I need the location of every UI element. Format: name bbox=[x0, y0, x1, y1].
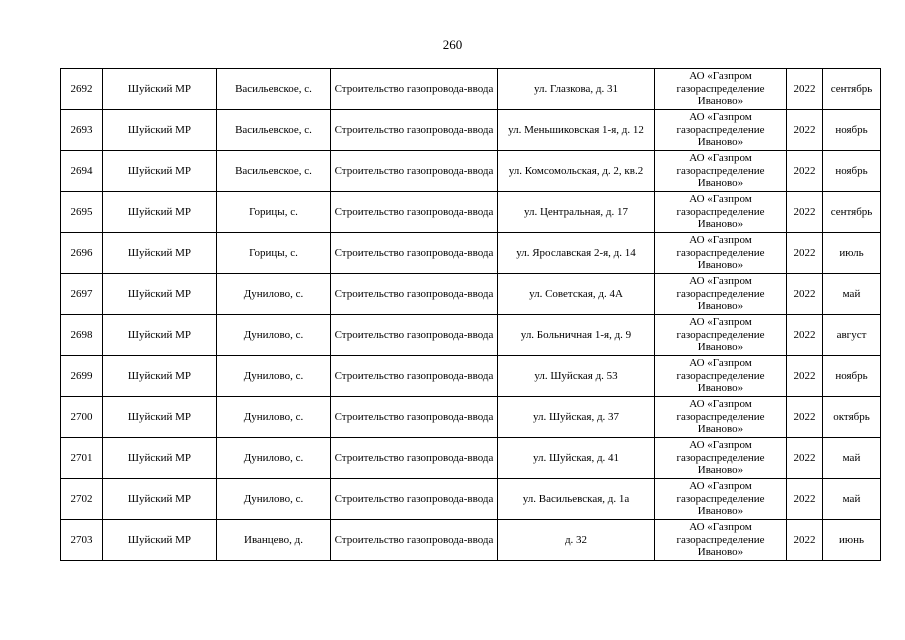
table-row bbox=[61, 110, 881, 151]
table-row bbox=[61, 479, 881, 520]
locality-cell: Дунилово, с. bbox=[217, 356, 331, 397]
work-type-cell: Строительство газопровода-ввода bbox=[331, 110, 498, 151]
address-cell: ул. Шуйская д. 53 bbox=[498, 356, 655, 397]
organization-cell: АО «Газпром газораспределение Иваново» bbox=[655, 520, 787, 561]
district-cell: Шуйский МР bbox=[103, 438, 217, 479]
row-number: 2701 bbox=[61, 438, 103, 479]
row-number: 2692 bbox=[61, 69, 103, 110]
row-number: 2693 bbox=[61, 110, 103, 151]
table-row bbox=[61, 315, 881, 356]
organization-cell: АО «Газпром газораспределение Иваново» bbox=[655, 479, 787, 520]
locality-cell: Дунилово, с. bbox=[217, 479, 331, 520]
table-row bbox=[61, 192, 881, 233]
district-cell: Шуйский МР bbox=[103, 315, 217, 356]
locality-cell: Дунилово, с. bbox=[217, 274, 331, 315]
work-type-cell: Строительство газопровода-ввода bbox=[331, 69, 498, 110]
organization-cell: АО «Газпром газораспределение Иваново» bbox=[655, 192, 787, 233]
month-cell: май bbox=[823, 479, 881, 520]
work-type-cell: Строительство газопровода-ввода bbox=[331, 356, 498, 397]
row-number: 2695 bbox=[61, 192, 103, 233]
district-cell: Шуйский МР bbox=[103, 69, 217, 110]
year-cell: 2022 bbox=[787, 479, 823, 520]
district-cell: Шуйский МР bbox=[103, 520, 217, 561]
address-cell: ул. Больничная 1-я, д. 9 bbox=[498, 315, 655, 356]
address-cell: ул. Меньшиковская 1-я, д. 12 bbox=[498, 110, 655, 151]
month-cell: май bbox=[823, 274, 881, 315]
address-cell: ул. Комсомольская, д. 2, кв.2 bbox=[498, 151, 655, 192]
locality-cell: Горицы, с. bbox=[217, 192, 331, 233]
work-type-cell: Строительство газопровода-ввода bbox=[331, 192, 498, 233]
organization-cell: АО «Газпром газораспределение Иваново» bbox=[655, 151, 787, 192]
table-row bbox=[61, 151, 881, 192]
table-row bbox=[61, 438, 881, 479]
table-row bbox=[61, 397, 881, 438]
address-cell: ул. Центральная, д. 17 bbox=[498, 192, 655, 233]
locality-cell: Васильевское, с. bbox=[217, 69, 331, 110]
work-type-cell: Строительство газопровода-ввода bbox=[331, 438, 498, 479]
locality-cell: Дунилово, с. bbox=[217, 315, 331, 356]
year-cell: 2022 bbox=[787, 274, 823, 315]
table-row bbox=[61, 233, 881, 274]
organization-cell: АО «Газпром газораспределение Иваново» bbox=[655, 233, 787, 274]
month-cell: август bbox=[823, 315, 881, 356]
month-cell: октябрь bbox=[823, 397, 881, 438]
locality-cell: Иванцево, д. bbox=[217, 520, 331, 561]
address-cell: ул. Ярославская 2-я, д. 14 bbox=[498, 233, 655, 274]
organization-cell: АО «Газпром газораспределение Иваново» bbox=[655, 110, 787, 151]
district-cell: Шуйский МР bbox=[103, 274, 217, 315]
month-cell: сентябрь bbox=[823, 192, 881, 233]
year-cell: 2022 bbox=[787, 315, 823, 356]
table-row bbox=[61, 520, 881, 561]
address-cell: ул. Советская, д. 4А bbox=[498, 274, 655, 315]
work-type-cell: Строительство газопровода-ввода bbox=[331, 479, 498, 520]
table-row bbox=[61, 356, 881, 397]
district-cell: Шуйский МР bbox=[103, 397, 217, 438]
address-cell: ул. Шуйская, д. 41 bbox=[498, 438, 655, 479]
organization-cell: АО «Газпром газораспределение Иваново» bbox=[655, 438, 787, 479]
year-cell: 2022 bbox=[787, 397, 823, 438]
year-cell: 2022 bbox=[787, 233, 823, 274]
row-number: 2698 bbox=[61, 315, 103, 356]
month-cell: май bbox=[823, 438, 881, 479]
year-cell: 2022 bbox=[787, 110, 823, 151]
work-type-cell: Строительство газопровода-ввода bbox=[331, 315, 498, 356]
address-cell: ул. Васильевская, д. 1а bbox=[498, 479, 655, 520]
locality-cell: Васильевское, с. bbox=[217, 110, 331, 151]
row-number: 2703 bbox=[61, 520, 103, 561]
gasification-table bbox=[60, 68, 881, 561]
year-cell: 2022 bbox=[787, 69, 823, 110]
organization-cell: АО «Газпром газораспределение Иваново» bbox=[655, 69, 787, 110]
year-cell: 2022 bbox=[787, 520, 823, 561]
row-number: 2699 bbox=[61, 356, 103, 397]
page-number: 260 bbox=[442, 37, 463, 52]
row-number: 2697 bbox=[61, 274, 103, 315]
address-cell: ул. Шуйская, д. 37 bbox=[498, 397, 655, 438]
work-type-cell: Строительство газопровода-ввода bbox=[331, 520, 498, 561]
month-cell: ноябрь bbox=[823, 110, 881, 151]
locality-cell: Горицы, с. bbox=[217, 233, 331, 274]
row-number: 2700 bbox=[61, 397, 103, 438]
month-cell: ноябрь bbox=[823, 151, 881, 192]
row-number: 2696 bbox=[61, 233, 103, 274]
table-row bbox=[61, 274, 881, 315]
locality-cell: Дунилово, с. bbox=[217, 397, 331, 438]
work-type-cell: Строительство газопровода-ввода bbox=[331, 233, 498, 274]
address-cell: ул. Глазкова, д. 31 bbox=[498, 69, 655, 110]
district-cell: Шуйский МР bbox=[103, 479, 217, 520]
organization-cell: АО «Газпром газораспределение Иваново» bbox=[655, 356, 787, 397]
month-cell: сентябрь bbox=[823, 69, 881, 110]
work-type-cell: Строительство газопровода-ввода bbox=[331, 397, 498, 438]
year-cell: 2022 bbox=[787, 438, 823, 479]
district-cell: Шуйский МР bbox=[103, 233, 217, 274]
organization-cell: АО «Газпром газораспределение Иваново» bbox=[655, 274, 787, 315]
work-type-cell: Строительство газопровода-ввода bbox=[331, 274, 498, 315]
row-number: 2702 bbox=[61, 479, 103, 520]
district-cell: Шуйский МР bbox=[103, 151, 217, 192]
year-cell: 2022 bbox=[787, 151, 823, 192]
district-cell: Шуйский МР bbox=[103, 356, 217, 397]
locality-cell: Васильевское, с. bbox=[217, 151, 331, 192]
table-row bbox=[61, 69, 881, 110]
month-cell: июль bbox=[823, 233, 881, 274]
year-cell: 2022 bbox=[787, 192, 823, 233]
year-cell: 2022 bbox=[787, 356, 823, 397]
table-body bbox=[61, 69, 881, 561]
locality-cell: Дунилово, с. bbox=[217, 438, 331, 479]
month-cell: июнь bbox=[823, 520, 881, 561]
month-cell: ноябрь bbox=[823, 356, 881, 397]
district-cell: Шуйский МР bbox=[103, 192, 217, 233]
district-cell: Шуйский МР bbox=[103, 110, 217, 151]
row-number: 2694 bbox=[61, 151, 103, 192]
work-type-cell: Строительство газопровода-ввода bbox=[331, 151, 498, 192]
organization-cell: АО «Газпром газораспределение Иваново» bbox=[655, 397, 787, 438]
address-cell: д. 32 bbox=[498, 520, 655, 561]
organization-cell: АО «Газпром газораспределение Иваново» bbox=[655, 315, 787, 356]
